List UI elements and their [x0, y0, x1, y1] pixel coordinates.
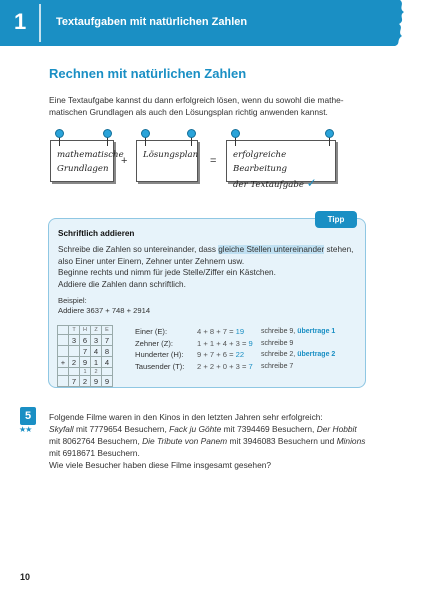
- plus-sign: +: [121, 155, 128, 167]
- note-card-loesungsplan: [136, 140, 198, 182]
- equals-sign: =: [210, 155, 217, 167]
- tipp-body: Schreibe die Zahlen so untereinander, dass gleiche Stellen untereinander stehen, also Einer unter Einern, Zehner unter Zehnern usw. Beginne rechts und nimm für jede Stelle/Ziffer ein Kästchen. Addiere die Zahlen dann schriftlich.: [58, 245, 354, 289]
- card-text: der Textaufgabe: [233, 180, 304, 190]
- pin-icon: [231, 129, 240, 138]
- step-row-einer: Einer (E): 4 + 8 + 7 = 19 schreibe 9, übertrage 1: [135, 327, 336, 336]
- card-text: erfolgreiche Bearbeitung: [233, 150, 287, 174]
- step-row-zehner: Zehner (Z): 1 + 1 + 4 + 3 = 9 schreibe 9: [135, 338, 294, 348]
- pin-icon: [103, 129, 112, 138]
- note-card-bearbeitung: [226, 140, 336, 190]
- step-row-hunderter: Hunderter (H): 9 + 7 + 6 = 22 schreibe 2, übertrage 2: [135, 350, 336, 359]
- example-label: Beispiel: Addiere 3637 + 748 + 2914: [58, 296, 151, 315]
- chapter-banner: [0, 0, 425, 46]
- addition-steps: [135, 326, 365, 372]
- page-number: 10: [20, 572, 31, 582]
- tipp-heading: Schriftlich addieren: [58, 229, 135, 238]
- card-text: mathematische: [57, 150, 124, 160]
- exercise-text: Folgende Filme waren in den Kinos in den letzten Jahren sehr erfolgreich: Skyfall mit 7779654 Besuchern, Fack ju Göhte mit 7394469 Besuchern, Der Hobbit mit 8062764 Besuchern, Die Tribute von Panem mit 3946083 Besuchern und Minions mit 6918671 Besuchern. Wie viele Besucher haben diese Filme insgesamt gesehen?: [49, 411, 389, 471]
- pin-icon: [187, 129, 196, 138]
- pin-icon: [325, 129, 334, 138]
- exercise-number-badge: 5: [20, 407, 36, 425]
- intro-paragraph: [49, 94, 374, 118]
- page-title: Rechnen mit natürlichen Zahlen: [49, 66, 247, 81]
- card-text: Grundlagen: [57, 164, 109, 174]
- tipp-tab: Tipp: [315, 211, 357, 228]
- addition-grid: T H Z E 3 6 3 7 7 4 8 + 2 9 1 4 1 2 7 2 9 9: [57, 325, 113, 387]
- checkmark-icon: ✓: [306, 176, 317, 190]
- note-card-grundlagen: [50, 140, 124, 182]
- chapter-number: 1: [14, 9, 27, 34]
- intro-line: Eine Textaufgabe kannst du dann erfolgreich lösen, wenn du sowohl die mathe-: [49, 95, 344, 105]
- chapter-title: Textaufgaben mit natürlichen Zahlen: [56, 16, 248, 28]
- tipp-box: [48, 215, 366, 388]
- difficulty-stars-icon: ★★: [19, 425, 32, 434]
- exercise-line: mit 8062764 Besuchern, Die Tribute von Panem mit 3946083 Besuchern und Minions: [49, 436, 366, 446]
- exercise-line: Skyfall mit 7779654 Besuchern, Fack ju Göhte mit 7394469 Besuchern, Der Hobbit: [49, 424, 357, 434]
- highlight-text: gleiche Stellen untereinander: [218, 245, 325, 254]
- pin-icon: [55, 129, 64, 138]
- pin-icon: [141, 129, 150, 138]
- card-text: Lösungsplan: [143, 150, 199, 160]
- intro-line: matischen Grundlagen als auch den Lösungsplan richtig anwenden kannst.: [49, 107, 328, 117]
- step-row-tausender: Tausender (T): 2 + 2 + 0 + 3 = 7 schreibe 7: [135, 361, 294, 371]
